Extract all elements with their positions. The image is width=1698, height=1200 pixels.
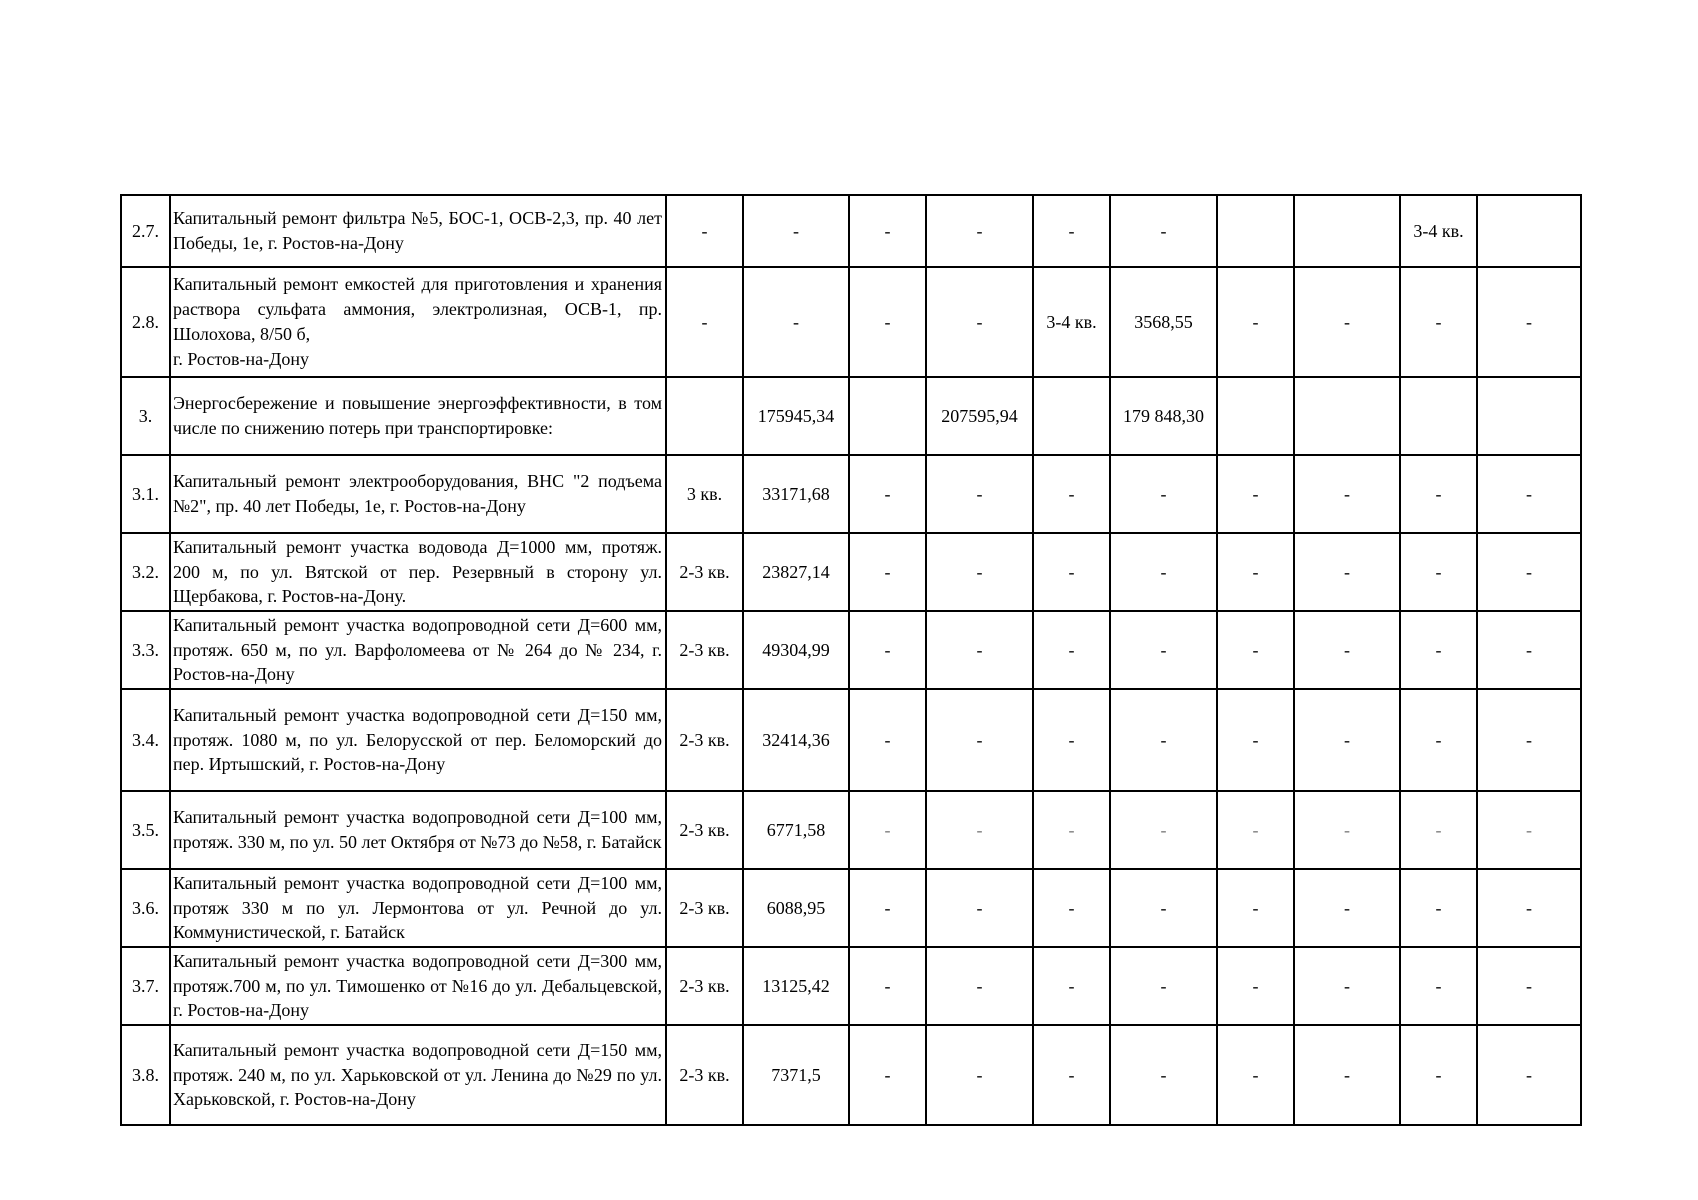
value-cell: -	[1400, 947, 1477, 1025]
row-number-cell: 3.5.	[121, 791, 170, 869]
value-cell: -	[1477, 611, 1581, 689]
work-description-line: Капитальный ремонт участка водопроводной сети Д=600 мм, протяж. 650 м, по ул. Варфоломеева от № 264 до № 234, г. Ростов-на-Дону	[173, 614, 662, 685]
value-cell: -	[1294, 611, 1400, 689]
value-cell: 32414,36	[743, 689, 849, 791]
value-cell: -	[1400, 689, 1477, 791]
value-cell: 3-4 кв.	[1400, 195, 1477, 267]
table-row	[121, 533, 1581, 611]
table-row	[121, 947, 1581, 1025]
value-cell: -	[1110, 1025, 1217, 1125]
value-cell: 175945,34	[743, 377, 849, 455]
work-description-line: Капитальный ремонт емкостей для приготовления и хранения раствора сульфата аммония, электролизная, ОСВ-1, пр. Шолохова, 8/50 б,	[173, 274, 662, 344]
value-cell: -	[849, 689, 926, 791]
value-cell: -	[926, 689, 1033, 791]
row-number-cell: 3.4.	[121, 689, 170, 791]
work-description-cell	[170, 791, 666, 869]
value-cell	[1033, 377, 1110, 455]
table-row	[121, 195, 1581, 267]
work-description-line: Капитальный ремонт участка водопроводной сети Д=150 мм, протяж. 1080 м, по ул. Белорусской от пер. Беломорский до пер. Иртышский, г. Ростов-на-Дону	[173, 704, 662, 775]
value-cell: -	[1033, 455, 1110, 533]
work-description-cell	[170, 611, 666, 689]
capital-repair-table	[120, 194, 1582, 1126]
table-row	[121, 267, 1581, 377]
value-cell: -	[1033, 611, 1110, 689]
work-description-line: Капитальный ремонт участка водопроводной сети Д=150 мм, протяж. 240 м, по ул. Харьковской от ул. Ленина до №29 по ул. Харьковской, г. Ростов-на-Дону	[173, 1039, 662, 1110]
value-cell: -	[926, 791, 1033, 869]
work-description-cell	[170, 377, 666, 455]
value-cell: 2-3 кв.	[666, 869, 743, 947]
value-cell: -	[926, 533, 1033, 611]
value-cell: -	[849, 533, 926, 611]
work-description-line: Энергосбережение и повышение энергоэффективности, в том числе по снижению потерь при транспортировке:	[173, 393, 662, 438]
value-cell: 7371,5	[743, 1025, 849, 1125]
value-cell: -	[1294, 947, 1400, 1025]
value-cell: 2-3 кв.	[666, 791, 743, 869]
value-cell: -	[926, 455, 1033, 533]
work-description-line: Капитальный ремонт участка водопроводной сети Д=300 мм, протяж.700 м, по ул. Тимошенко от №16 до ул. Дебальцевской, г. Ростов-на-Дону	[173, 950, 662, 1021]
value-cell: -	[1217, 869, 1294, 947]
value-cell: -	[1110, 947, 1217, 1025]
work-description-cell	[170, 689, 666, 791]
value-cell: -	[1294, 689, 1400, 791]
value-cell: -	[1217, 267, 1294, 377]
value-cell: -	[743, 267, 849, 377]
value-cell: -	[1110, 869, 1217, 947]
value-cell: 2-3 кв.	[666, 611, 743, 689]
value-cell: -	[1477, 1025, 1581, 1125]
value-cell: 3-4 кв.	[1033, 267, 1110, 377]
value-cell: -	[1033, 791, 1110, 869]
value-cell	[1294, 377, 1400, 455]
value-cell: -	[1294, 791, 1400, 869]
value-cell: 2-3 кв.	[666, 533, 743, 611]
value-cell: -	[1477, 791, 1581, 869]
row-number-cell: 3.	[121, 377, 170, 455]
value-cell: -	[1294, 869, 1400, 947]
value-cell: 179 848,30	[1110, 377, 1217, 455]
row-number-cell: 2.8.	[121, 267, 170, 377]
row-number-cell: 3.3.	[121, 611, 170, 689]
value-cell: -	[849, 611, 926, 689]
value-cell: -	[1217, 611, 1294, 689]
value-cell: -	[666, 195, 743, 267]
value-cell: 6771,58	[743, 791, 849, 869]
value-cell: -	[926, 611, 1033, 689]
value-cell: -	[1033, 947, 1110, 1025]
value-cell: -	[1217, 791, 1294, 869]
row-number-cell: 3.7.	[121, 947, 170, 1025]
row-number-cell: 3.8.	[121, 1025, 170, 1125]
value-cell: 3568,55	[1110, 267, 1217, 377]
table-body	[121, 195, 1581, 1125]
value-cell: -	[1400, 533, 1477, 611]
value-cell: -	[926, 947, 1033, 1025]
table-row	[121, 455, 1581, 533]
work-description-cell	[170, 267, 666, 377]
value-cell: -	[849, 267, 926, 377]
value-cell: -	[1033, 195, 1110, 267]
value-cell: -	[1400, 455, 1477, 533]
work-description-line: г. Ростов-на-Дону	[173, 348, 310, 369]
value-cell: 207595,94	[926, 377, 1033, 455]
row-number-cell: 2.7.	[121, 195, 170, 267]
value-cell: -	[849, 455, 926, 533]
value-cell: -	[1294, 533, 1400, 611]
value-cell: -	[926, 1025, 1033, 1125]
row-number-cell: 3.2.	[121, 533, 170, 611]
value-cell: -	[1217, 689, 1294, 791]
work-description-line: Капитальный ремонт участка водопроводной сети Д=100 мм, протяж 330 м по ул. Лермонтова от ул. Речной до ул. Коммунистической, г. Батайск	[173, 872, 662, 943]
value-cell: -	[1033, 533, 1110, 611]
value-cell: -	[1033, 689, 1110, 791]
value-cell: -	[1400, 267, 1477, 377]
value-cell: -	[1110, 533, 1217, 611]
row-number-cell: 3.6.	[121, 869, 170, 947]
value-cell: -	[1477, 455, 1581, 533]
value-cell: -	[849, 791, 926, 869]
value-cell	[849, 377, 926, 455]
value-cell: -	[1033, 869, 1110, 947]
value-cell: 33171,68	[743, 455, 849, 533]
table-row	[121, 611, 1581, 689]
value-cell: -	[1110, 791, 1217, 869]
work-description-line: Капитальный ремонт электрооборудования, ВНС "2 подъема №2", пр. 40 лет Победы, 1е, г. Ростов-на-Дону	[173, 471, 662, 516]
value-cell: 3 кв.	[666, 455, 743, 533]
value-cell: 6088,95	[743, 869, 849, 947]
value-cell: -	[926, 869, 1033, 947]
value-cell: -	[1400, 1025, 1477, 1125]
value-cell: -	[1110, 455, 1217, 533]
value-cell: 2-3 кв.	[666, 947, 743, 1025]
row-number-cell: 3.1.	[121, 455, 170, 533]
value-cell: -	[1294, 267, 1400, 377]
value-cell: -	[1477, 533, 1581, 611]
work-description-cell	[170, 947, 666, 1025]
table-row	[121, 1025, 1581, 1125]
value-cell: -	[1217, 533, 1294, 611]
work-description-line: Капитальный ремонт фильтра №5, БОС-1, ОСВ-2,3, пр. 40 лет Победы, 1е, г. Ростов-на-Дону	[173, 208, 662, 253]
value-cell: -	[1110, 689, 1217, 791]
value-cell: -	[849, 869, 926, 947]
value-cell: -	[849, 195, 926, 267]
value-cell: 23827,14	[743, 533, 849, 611]
value-cell: -	[1217, 1025, 1294, 1125]
value-cell	[1217, 195, 1294, 267]
value-cell: -	[1217, 455, 1294, 533]
value-cell: -	[849, 947, 926, 1025]
work-description-cell	[170, 455, 666, 533]
value-cell: -	[666, 267, 743, 377]
value-cell: -	[1400, 791, 1477, 869]
work-description-cell	[170, 195, 666, 267]
value-cell: -	[926, 267, 1033, 377]
value-cell	[1477, 377, 1581, 455]
value-cell: -	[1294, 455, 1400, 533]
value-cell: -	[1477, 869, 1581, 947]
value-cell: -	[1217, 947, 1294, 1025]
value-cell: -	[1294, 1025, 1400, 1125]
value-cell	[1294, 195, 1400, 267]
work-description-cell	[170, 533, 666, 611]
value-cell: -	[1400, 869, 1477, 947]
work-description-line: Капитальный ремонт участка водовода Д=1000 мм, протяж. 200 м, по ул. Вятской от пер. Резервный в сторону ул. Щербакова, г. Ростов-на-Дону.	[173, 536, 662, 607]
value-cell: -	[1110, 195, 1217, 267]
value-cell: -	[1400, 611, 1477, 689]
work-description-cell	[170, 869, 666, 947]
table-row	[121, 377, 1581, 455]
value-cell: -	[1477, 689, 1581, 791]
value-cell	[1477, 195, 1581, 267]
value-cell	[1400, 377, 1477, 455]
value-cell: -	[743, 195, 849, 267]
value-cell: 2-3 кв.	[666, 689, 743, 791]
work-description-line: Капитальный ремонт участка водопроводной сети Д=100 мм, протяж. 330 м, по ул. 50 лет Октября от №73 до №58, г. Батайск	[173, 807, 662, 852]
value-cell: -	[1477, 267, 1581, 377]
value-cell: -	[1033, 1025, 1110, 1125]
value-cell	[1217, 377, 1294, 455]
value-cell	[666, 377, 743, 455]
work-description-cell	[170, 1025, 666, 1125]
value-cell: -	[849, 1025, 926, 1125]
table-row	[121, 869, 1581, 947]
value-cell: 2-3 кв.	[666, 1025, 743, 1125]
value-cell: -	[1477, 947, 1581, 1025]
table-row	[121, 791, 1581, 869]
value-cell: -	[926, 195, 1033, 267]
table-row	[121, 689, 1581, 791]
value-cell: -	[1110, 611, 1217, 689]
value-cell: 49304,99	[743, 611, 849, 689]
value-cell: 13125,42	[743, 947, 849, 1025]
